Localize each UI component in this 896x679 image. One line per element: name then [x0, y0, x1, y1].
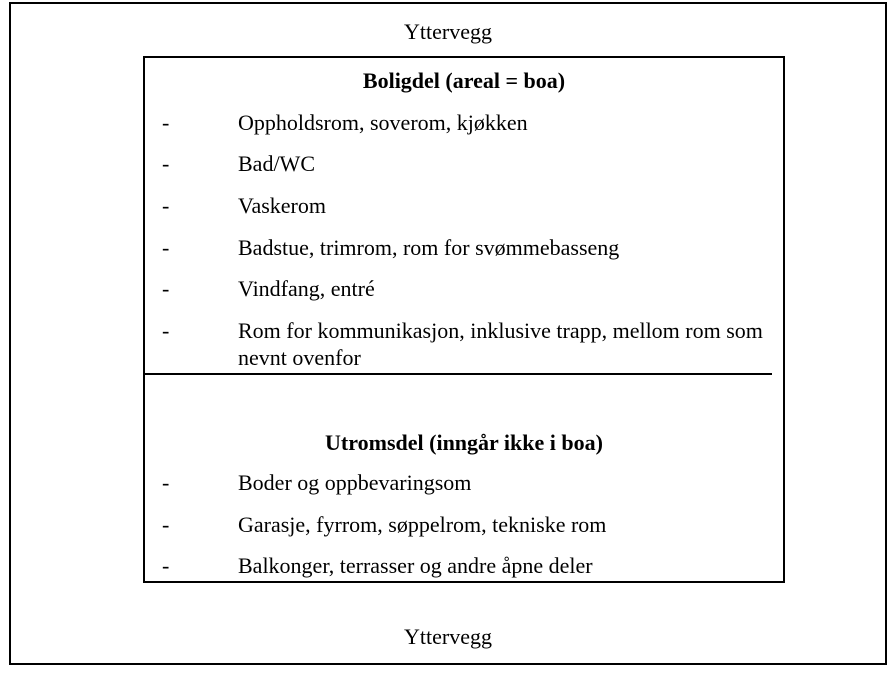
list-bullet: - — [162, 512, 170, 537]
list-item-text: Balkonger, terrasser og andre åpne deler — [238, 553, 593, 578]
inner-area-frame — [143, 56, 785, 583]
list-bullet: - — [162, 151, 170, 176]
section-divider — [145, 373, 772, 375]
list-bullet: - — [162, 470, 170, 495]
outer-wall-frame — [9, 2, 887, 665]
list-bullet: - — [162, 193, 170, 218]
outer-wall-label-bottom: Yttervegg — [404, 624, 492, 649]
list-bullet: - — [162, 235, 170, 260]
list-item-text: Boder og oppbevaringsom — [238, 470, 472, 495]
list-bullet: - — [162, 318, 170, 343]
list-item-text: Rom for kommunikasjon, inklusive trapp, mellom rom som nevnt ovenfor — [238, 318, 763, 370]
list-bullet: - — [162, 553, 170, 578]
list-item-text: Oppholdsrom, soverom, kjøkken — [238, 110, 528, 135]
list-item-text: Vaskerom — [238, 193, 326, 218]
boligdel-heading: Boligdel (areal = boa) — [362, 68, 566, 93]
list-item-text: Badstue, trimrom, rom for svømmebasseng — [238, 235, 620, 260]
list-item-text: Vindfang, entré — [238, 276, 375, 301]
outer-wall-label-top: Yttervegg — [404, 19, 492, 44]
list-bullet: - — [162, 110, 170, 135]
utromsdel-heading: Utromsdel (inngår ikke i boa) — [325, 430, 603, 455]
list-bullet: - — [162, 276, 170, 301]
list-item-text: Bad/WC — [238, 151, 315, 176]
list-item-text: Garasje, fyrrom, søppelrom, tekniske rom — [238, 512, 607, 537]
